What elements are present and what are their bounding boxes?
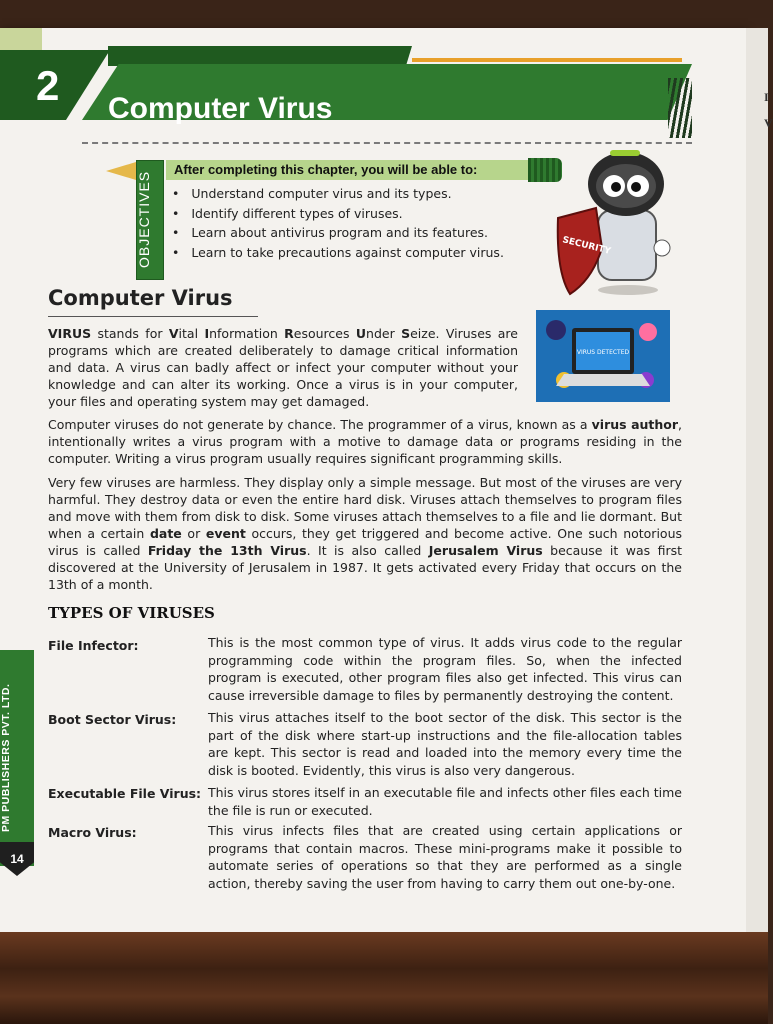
chapter-title: Computer Virus xyxy=(108,92,333,125)
paragraph-virus-author: Computer viruses do not generate by chance. The programmer of a virus, known as a virus author, intentionally writes a virus program with a motive to damage data or programs residing in the computer. Writing a virus program usually requires significant programming skills. xyxy=(48,417,683,466)
virus-type-desc: This virus infects files that are created using certain applications or programs that contain macros. These mini-programs make it possible to automate series of operations so that they are performed as a single action, thereby saving the user from having to carry them out one-by-one. xyxy=(208,823,682,891)
objectives-list xyxy=(172,184,504,262)
adjacent-letter: V xyxy=(764,116,773,130)
header-top-stripe xyxy=(108,46,412,66)
objectives-heading: After completing this chapter, you will be able to: xyxy=(166,160,536,180)
section-underline xyxy=(48,316,258,317)
adjacent-letter: I xyxy=(764,90,769,104)
objective-item: • Understand computer virus and its types. xyxy=(172,184,504,204)
page-number: 14 xyxy=(10,852,24,866)
virus-type-desc: This virus attaches itself to the boot sector of the disk. This sector is the part of the disk where start-up instructions and the file-allocation tables are kept. This sector is read and loaded into the memory every time the disk is booted. Evidently, this virus is also very dangerous. xyxy=(208,710,682,778)
chapter-number: 2 xyxy=(36,62,60,109)
paragraph-harmful-viruses: Very few viruses are harmless. They display only a simple message. But most of the viruses are very harmful. They destroy data or even the entire hard disk. Viruses attach themselves to program files and move with them from disk to disk. Some viruses attach themselves to a file and lie dormant. But when a certain date or event occurs, they get triggered and become active. One such notorious virus is called Friday the 13th Virus. It is also called Jerusalem Virus because it was first discovered at the University of Jerusalem in 1987. It gets activated every Friday that occurs on the 13th of a month. xyxy=(48,475,683,592)
objective-item: • Learn about antivirus program and its features. xyxy=(172,223,504,243)
objectives-label: OBJECTIVES xyxy=(136,170,152,268)
virus-type-term: Executable File Virus: xyxy=(48,786,202,801)
paragraph-intro: VIRUS stands for Vital Information Resources Under Seize. Viruses are programs which are created deliberately to damage critical information and data. A virus can badly affect or infect your computer without your knowledge and can alter its working. Once a virus is in your computer, your files and operating system may get damaged. xyxy=(48,326,518,409)
section-title: Computer Virus xyxy=(48,286,233,310)
virus-type-term: Boot Sector Virus: xyxy=(48,712,177,727)
adjacent-page-edge xyxy=(746,28,773,932)
virus-type-term: Macro Virus: xyxy=(48,825,137,840)
objective-item: • Identify different types of viruses. xyxy=(172,204,504,224)
shield-text: SECURITY xyxy=(561,235,612,257)
virus-type-desc: This is the most common type of virus. It adds virus code to the regular programming code within the program files. So, when the infected program is executed, other program files also get infected. This virus can cause irreversible damage to files by permanently destroying the content. xyxy=(208,635,682,703)
virus-screen-text: VIRUS DETECTED xyxy=(576,349,630,356)
types-heading: TYPES OF VIRUSES xyxy=(48,604,215,622)
header-divider xyxy=(82,142,692,144)
pencil-tip-icon xyxy=(106,162,136,180)
table-surface xyxy=(0,932,768,1024)
virus-type-term: File Infector: xyxy=(48,638,139,653)
security-robot-icon xyxy=(552,148,680,298)
header-orange-line xyxy=(412,58,682,62)
virus-laptop-image xyxy=(536,310,670,402)
virus-type-desc: This virus stores itself in an executable file and infects other files each time the file is run or executed. xyxy=(208,785,682,818)
header-stripes xyxy=(668,78,692,138)
publisher-name: PM PUBLISHERS PVT. LTD. xyxy=(0,683,12,833)
objective-item: • Learn to take precautions against computer virus. xyxy=(172,243,504,263)
